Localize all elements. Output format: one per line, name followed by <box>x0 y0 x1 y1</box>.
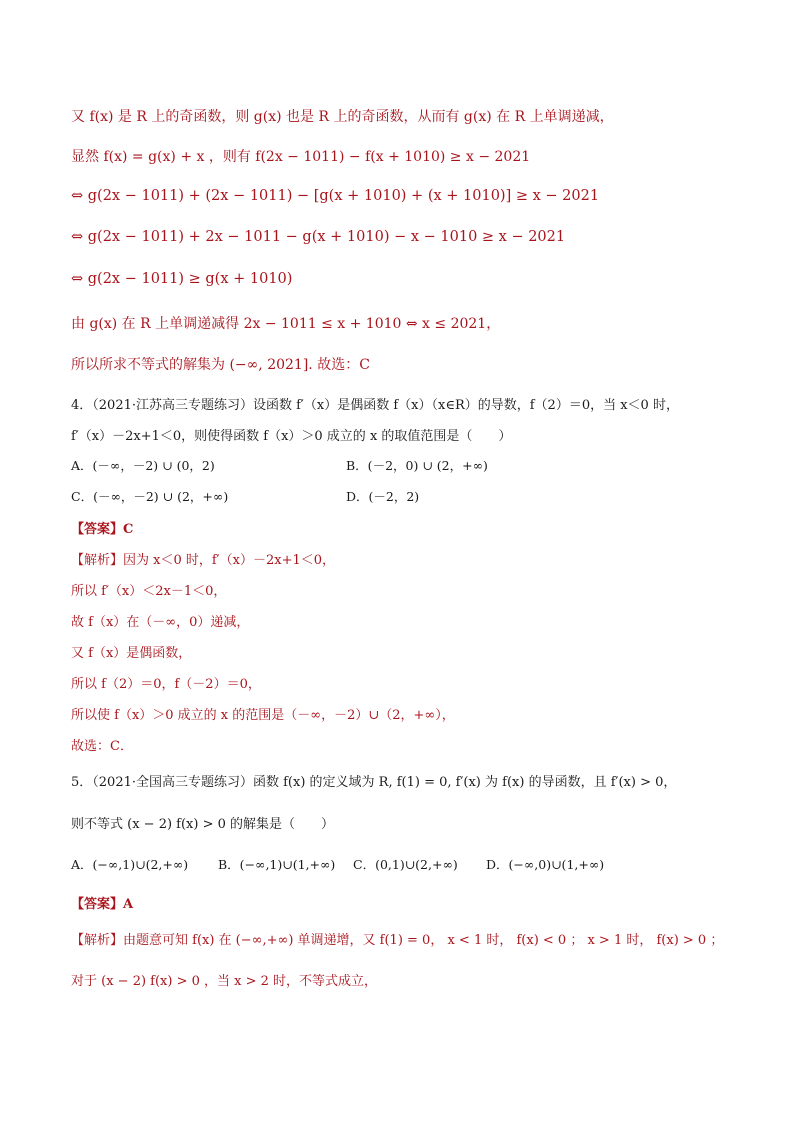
q4-option-b: B．(－2，0) ∪ (2，+∞) <box>346 458 488 473</box>
q4-analysis-line-4: 又 f（x）是偶函数， <box>71 646 192 661</box>
sol3-line-4: ⇔ g(2x − 1011) + 2x − 1011 − g(x + 1010) − x − 1010 ≥ x − 2021 <box>71 229 566 245</box>
q5-stem-line-2: 则不等式 (x − 2) f(x) > 0 的解集是（ ） <box>71 817 335 832</box>
q5-analysis-line-1: 【解析】由题意可知 f(x) 在 (−∞,+∞) 单调递增，又 f(1) = 0， x < 1 时， f(x) < 0 ； x > 1 时， f(x) > 0 ； <box>71 933 724 948</box>
q5-option-c: C．(0,1)∪(2,+∞) <box>353 857 458 872</box>
q5-stem-line-1: 5．（2021·全国高三专题练习）函数 f(x) 的定义域为 R, f(1) = 0, f′(x) 为 f(x) 的导函数，且 f′(x) > 0， <box>71 775 677 790</box>
sol3-line-6: 由 g(x) 在 R 上单调递减得 2x − 1011 ≤ x + 1010 ⇔ x ≤ 2021， <box>71 316 501 332</box>
q4-analysis-line-5: 所以 f（2）＝0，f（－2）＝0， <box>71 677 261 692</box>
q4-option-d: D．(－2，2) <box>346 489 420 504</box>
q5-option-d: D．(−∞,0)∪(1,+∞) <box>486 857 605 872</box>
q5-option-b: B．(−∞,1)∪(1,+∞) <box>218 857 336 872</box>
q4-stem-line-1: 4．（2021·江苏高三专题练习）设函数 f′（x）是偶函数 f（x）（x∈R）的导数，f（2）＝0，当 x＜0 时， <box>71 398 679 413</box>
q5-answer: 【答案】A <box>71 897 134 912</box>
q5-option-a: A．(−∞,1)∪(2,+∞) <box>71 857 189 872</box>
sol3-line-1: 又 f(x) 是 R 上的奇函数，则 g(x) 也是 R 上的奇函数，从而有 g(x) 在 R 上单调递减， <box>71 109 614 125</box>
q5-analysis-line-2: 对于 (x − 2) f(x) > 0 ，当 x > 2 时，不等式成立， <box>71 974 378 989</box>
sol3-line-7: 所以所求不等式的解集为 (−∞, 2021]. 故选：C <box>71 357 370 373</box>
q4-analysis-line-1: 【解析】因为 x＜0 时，f′（x）－2x+1＜0， <box>71 553 335 568</box>
q4-analysis-line-2: 所以 f′（x）＜2x－1＜0， <box>71 584 227 599</box>
q4-analysis-line-6: 所以使 f（x）＞0 成立的 x 的范围是（－∞，－2）∪（2，+∞）， <box>71 708 455 723</box>
q4-answer: 【答案】C <box>71 522 134 537</box>
sol3-line-2: 显然 f(x) = g(x) + x ，则有 f(2x − 1011) − f(x + 1010) ≥ x − 2021 <box>71 149 531 165</box>
q4-stem-line-2: f′（x）－2x+1＜0，则使得函数 f（x）＞0 成立的 x 的取值范围是（ ） <box>71 429 512 444</box>
sol3-line-5: ⇔ g(2x − 1011) ≥ g(x + 1010) <box>71 271 293 287</box>
q4-analysis-line-3: 故 f（x）在（－∞，0）递减， <box>71 615 250 630</box>
q4-option-a: A．(－∞，－2) ∪ (0，2) <box>71 458 215 473</box>
q4-analysis-line-7: 故选：C． <box>71 739 133 754</box>
q4-option-c: C．(－∞，－2) ∪ (2，+∞) <box>71 489 229 504</box>
sol3-line-3: ⇔ g(2x − 1011) + (2x − 1011) − [g(x + 1010) + (x + 1010)] ≥ x − 2021 <box>71 188 600 204</box>
